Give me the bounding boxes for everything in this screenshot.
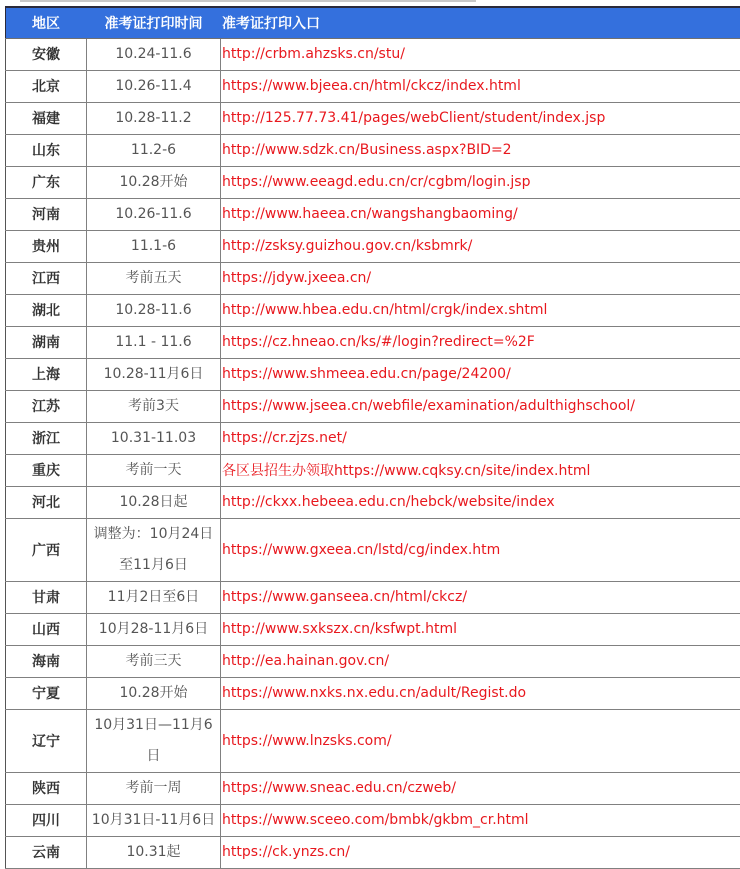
time-cell: 10.28-11月6日: [87, 358, 221, 390]
time-cell: 考前一周: [87, 772, 221, 804]
region-cell: 甘肃: [6, 581, 87, 613]
time-cell: 10.31-11.03: [87, 422, 221, 454]
region-cell: 福建: [6, 102, 87, 134]
time-cell: 10.28-11.6: [87, 294, 221, 326]
table-row: [6, 518, 740, 581]
table-row: [6, 262, 740, 294]
table-row: [6, 581, 740, 613]
region-cell: 江西: [6, 262, 87, 294]
time-cell: 考前五天: [87, 262, 221, 294]
entry-link[interactable]: https://jdyw.jxeea.cn/: [222, 270, 371, 286]
time-cell: 11.2-6: [87, 134, 221, 166]
table-row: [6, 198, 740, 230]
region-cell: 广西: [6, 518, 87, 581]
entry-link[interactable]: https://www.ganseea.cn/html/ckcz/: [222, 589, 467, 605]
link-cell: [221, 166, 740, 198]
entry-link[interactable]: http://www.sdzk.cn/Business.aspx?BID=2: [222, 142, 512, 158]
header-print-time: 准考证打印时间: [87, 7, 221, 38]
entry-link[interactable]: https://www.sceeo.com/bmbk/gkbm_cr.html: [222, 812, 529, 828]
time-cell: 10.28日起: [87, 486, 221, 518]
entry-link[interactable]: https://cz.hneao.cn/ks/#/login?redirect=%2F: [222, 334, 535, 350]
table-row: [6, 166, 740, 198]
region-cell: 陕西: [6, 772, 87, 804]
region-cell: 广东: [6, 166, 87, 198]
link-cell: [221, 677, 740, 709]
link-cell: [221, 422, 740, 454]
region-cell: 安徽: [6, 38, 87, 70]
table-row: [6, 804, 740, 836]
link-cell: [221, 326, 740, 358]
link-cell: [221, 645, 740, 677]
link-cell: [221, 518, 740, 581]
time-line-1: 调整为：10月24日: [87, 519, 220, 550]
region-cell: 浙江: [6, 422, 87, 454]
time-cell: [87, 709, 221, 772]
time-cell: 考前三天: [87, 645, 221, 677]
entry-link[interactable]: http://zsksy.guizhou.gov.cn/ksbmrk/: [222, 238, 472, 254]
link-cell: [221, 70, 740, 102]
top-divider: [20, 0, 476, 2]
region-cell: 湖南: [6, 326, 87, 358]
region-cell: 四川: [6, 804, 87, 836]
table-row: [6, 102, 740, 134]
time-cell: 11.1-6: [87, 230, 221, 262]
time-line-2: 日: [87, 741, 220, 772]
link-cell: [221, 772, 740, 804]
time-cell: 考前一天: [87, 454, 221, 486]
region-cell: 宁夏: [6, 677, 87, 709]
table-row: [6, 390, 740, 422]
region-cell: 上海: [6, 358, 87, 390]
time-cell: 考前3天: [87, 390, 221, 422]
time-line-1: 10月31日—11月6: [87, 710, 220, 741]
region-cell: 云南: [6, 836, 87, 868]
table-row: [6, 70, 740, 102]
link-cell: [221, 390, 740, 422]
link-cell: [221, 613, 740, 645]
table-row: [6, 772, 740, 804]
table-row: [6, 836, 740, 868]
entry-link[interactable]: https://www.jseea.cn/webfile/examination/adulthighschool/: [222, 398, 635, 414]
time-cell: 10月31日-11月6日: [87, 804, 221, 836]
time-line-2: 至11月6日: [87, 550, 220, 581]
link-cell: [221, 38, 740, 70]
table-row: [6, 486, 740, 518]
table-row: [6, 134, 740, 166]
table-row: [6, 422, 740, 454]
entry-link[interactable]: https://www.shmeea.edu.cn/page/24200/: [222, 366, 511, 382]
table-row: [6, 326, 740, 358]
link-cell: [221, 230, 740, 262]
admission-ticket-table: [5, 6, 740, 869]
link-cell: [221, 102, 740, 134]
time-cell: 10.31起: [87, 836, 221, 868]
link-cell: [221, 581, 740, 613]
time-cell: 10.28开始: [87, 677, 221, 709]
time-cell: [87, 518, 221, 581]
entry-link[interactable]: https://www.eeagd.edu.cn/cr/cgbm/login.jsp: [222, 174, 530, 190]
region-cell: 湖北: [6, 294, 87, 326]
link-cell: [221, 198, 740, 230]
entry-link[interactable]: https://ck.ynzs.cn/: [222, 844, 350, 860]
entry-link[interactable]: https://cr.zjzs.net/: [222, 430, 347, 446]
entry-link[interactable]: http://www.haeea.cn/wangshangbaoming/: [222, 206, 518, 222]
link-cell: [221, 134, 740, 166]
link-cell: [221, 358, 740, 390]
time-cell: 10.24-11.6: [87, 38, 221, 70]
time-cell: 10.26-11.4: [87, 70, 221, 102]
table-row: [6, 645, 740, 677]
entry-link[interactable]: https://www.sneac.edu.cn/czweb/: [222, 780, 456, 796]
link-cell: [221, 836, 740, 868]
entry-link[interactable]: http://125.77.73.41/pages/webClient/student/index.jsp: [222, 110, 605, 126]
time-cell: 11.1 - 11.6: [87, 326, 221, 358]
link-cell: [221, 294, 740, 326]
entry-link[interactable]: https://www.bjeea.cn/html/ckcz/index.html: [222, 78, 521, 94]
entry-link[interactable]: http://ea.hainan.gov.cn/: [222, 653, 389, 669]
region-cell: 重庆: [6, 454, 87, 486]
entry-link[interactable]: http://crbm.ahzsks.cn/stu/: [222, 46, 405, 62]
link-cell: [221, 709, 740, 772]
table-row: [6, 613, 740, 645]
entry-link[interactable]: http://www.sxkszx.cn/ksfwpt.html: [222, 621, 457, 637]
table-row: [6, 38, 740, 70]
table-header-row: [6, 7, 740, 38]
time-cell: 10.28开始: [87, 166, 221, 198]
link-cell: [221, 454, 740, 486]
region-cell: 贵州: [6, 230, 87, 262]
region-cell: 海南: [6, 645, 87, 677]
region-cell: 江苏: [6, 390, 87, 422]
link-cell: [221, 262, 740, 294]
entry-link[interactable]: https://www.nxks.nx.edu.cn/adult/Regist.do: [222, 685, 526, 701]
region-cell: 河南: [6, 198, 87, 230]
link-cell: [221, 486, 740, 518]
link-cell: [221, 804, 740, 836]
entry-link[interactable]: https://www.gxeea.cn/lstd/cg/index.htm: [222, 542, 500, 558]
time-cell: 10.28-11.2: [87, 102, 221, 134]
time-cell: 10月28-11月6日: [87, 613, 221, 645]
time-cell: 10.26-11.6: [87, 198, 221, 230]
table-row: [6, 358, 740, 390]
table-row: [6, 677, 740, 709]
table-row: [6, 709, 740, 772]
entry-link[interactable]: http://ckxx.hebeea.edu.cn/hebck/website/index: [222, 494, 555, 510]
table-row: [6, 454, 740, 486]
region-cell: 河北: [6, 486, 87, 518]
entry-link[interactable]: https://www.lnzsks.com/: [222, 733, 392, 749]
region-cell: 山西: [6, 613, 87, 645]
table-row: [6, 294, 740, 326]
region-cell: 山东: [6, 134, 87, 166]
header-print-entry: 准考证打印入口: [221, 7, 740, 38]
header-region: 地区: [6, 7, 87, 38]
table-row: [6, 230, 740, 262]
entry-link[interactable]: http://www.hbea.edu.cn/html/crgk/index.shtml: [222, 302, 547, 318]
region-cell: 辽宁: [6, 709, 87, 772]
region-cell: 北京: [6, 70, 87, 102]
time-cell: 11月2日至6日: [87, 581, 221, 613]
entry-link[interactable]: 各区县招生办领取https://www.cqksy.cn/site/index.html: [222, 463, 590, 479]
